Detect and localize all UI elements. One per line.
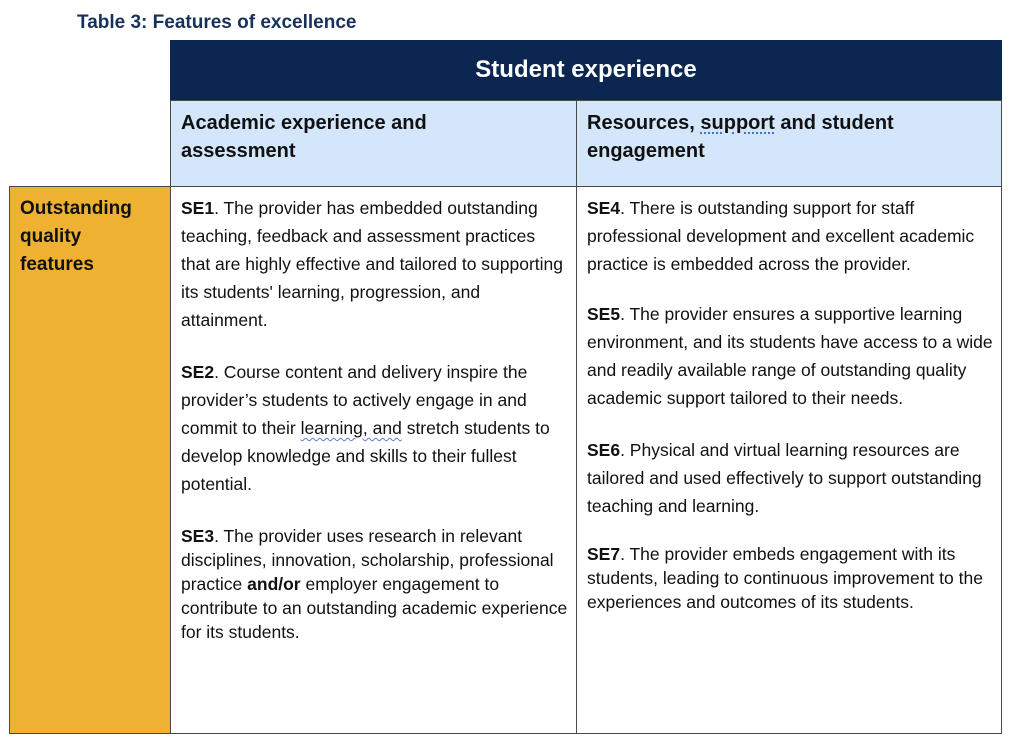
feature-code: SE3 [181,526,215,546]
cell-resources-features [576,186,1002,734]
feature-text: . The provider embeds engagement with its students, leading to continuous improvement to the experiences and outcomes of its students. [587,544,983,612]
feature-code: SE4 [587,198,621,218]
feature-text: . The provider has embedded outstanding teaching, feedback and assessment practices that are highly effective and tailored to supporting its students' learning, progression, and attainment. [181,198,564,330]
feature-se7 [587,542,995,614]
heading-text-post: and student [774,112,894,134]
feature-text: . Course content and delivery inspire the provider’s students to actively engage in and commit to their [181,362,528,438]
feature-se6 [587,436,995,520]
column-heading-resources-line2: engagement [587,140,705,162]
feature-text-bold: and/or [247,574,301,594]
feature-code: SE1 [181,198,215,218]
feature-text: . The provider uses research in relevant disciplines, innovation, scholarship, professional practice [181,526,554,594]
feature-text: . Physical and virtual learning resources are tailored and used effectively to support outstanding teaching and learning. [587,440,982,516]
column-heading-academic-line1: Academic experience and [181,112,427,134]
table-header-student-experience: Student experience [170,40,1002,100]
cell-academic-features [170,186,577,734]
feature-text-flagged: learning, and [300,418,402,438]
column-heading-academic [170,100,577,187]
feature-se4 [587,194,995,278]
feature-code: SE5 [587,304,621,324]
feature-text: . There is outstanding support for staff professional development and excellent academic practice is embedded across the provider. [587,198,975,274]
table-title: Table 3: Features of excellence [77,12,357,33]
feature-text: . The provider ensures a supportive learning environment, and its students have access to a wide and readily available range of outstanding quality academic support tailored to their needs. [587,304,993,408]
column-heading-resources-line1 [587,109,991,137]
feature-text: stretch students to develop knowledge and skills to their fullest potential. [181,418,550,494]
feature-code: SE7 [587,544,621,564]
feature-se5 [587,300,995,412]
column-heading-academic-line2: assessment [181,140,296,162]
feature-text: employer engagement to contribute to an outstanding academic experience for its students. [181,574,568,642]
feature-code: SE2 [181,362,215,382]
feature-se3 [181,524,568,644]
column-heading-resources [576,100,1002,187]
feature-se1 [181,194,568,334]
feature-code: SE6 [587,440,621,460]
row-label-text: Outstanding quality features [20,198,132,275]
heading-text-support: support [700,112,775,134]
row-label-outstanding [9,186,171,734]
feature-se2 [181,358,568,498]
heading-text-pre: Resources, [587,112,701,134]
